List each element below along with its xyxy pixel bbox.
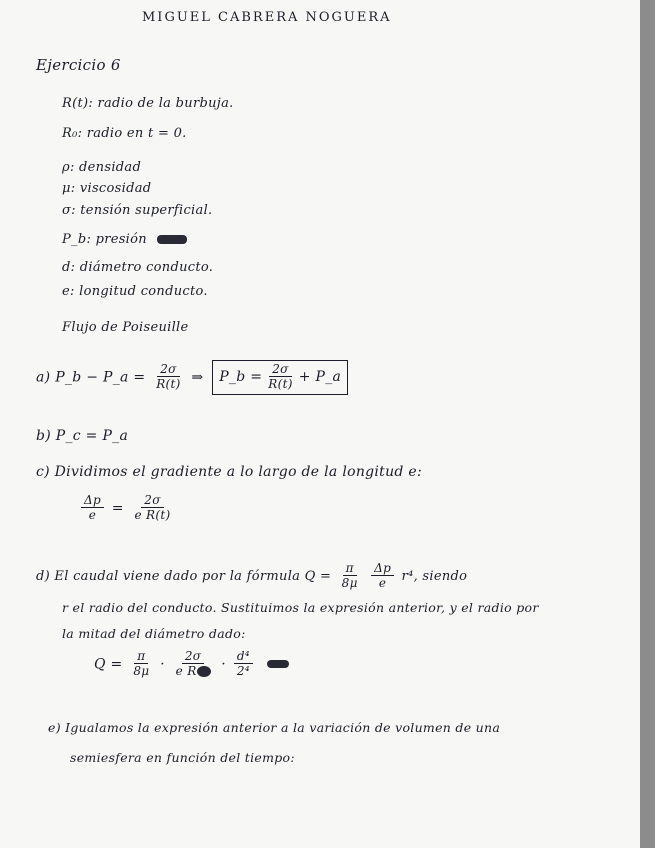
part-c-equation	[78, 494, 176, 523]
part-c-rhs-denominator: e R(t)	[134, 508, 171, 523]
part-a-numerator: 2σ	[157, 363, 179, 377]
part-a-label: a)	[36, 369, 51, 386]
definition-viscosity: μ: viscosidad	[62, 181, 152, 196]
part-b-equation: b) P_c = P_a	[36, 428, 129, 444]
part-e-line-1: e) Igualamos la expresión anterior a la variación de volumen de una	[48, 720, 501, 735]
part-d-line-1	[36, 562, 467, 591]
part-a-fraction	[153, 363, 183, 392]
definition-pressure-text: P_b: presión	[62, 232, 147, 247]
boxed-fraction	[265, 363, 295, 392]
scan-edge	[640, 0, 655, 848]
part-c-equals: =	[111, 500, 124, 517]
multiply-dot-1: ·	[160, 656, 165, 673]
author-name: MIGUEL CABRERA NOGUERA	[142, 10, 392, 25]
part-d-line-1-start: d) El caudal viene dado por la fórmula Q =	[36, 568, 332, 584]
part-d-result-sigma-denominator	[173, 664, 214, 678]
part-d-result-diameter-fraction	[234, 650, 253, 679]
boxed-result	[212, 360, 348, 395]
part-d-result-diameter-denominator: 2⁴	[236, 664, 250, 679]
crossed-out-word	[157, 235, 187, 244]
part-d-result-pi-denominator: 8μ	[133, 664, 150, 679]
part-d-gradient-denominator: e	[378, 576, 387, 591]
boxed-lhs: P_b =	[219, 369, 263, 386]
part-d-result-sigma-fraction	[173, 650, 214, 679]
implies-arrow: ⇒	[191, 369, 204, 386]
part-d-pi-numerator: π	[343, 562, 357, 576]
definition-initial-radius: R₀: radio en t = 0.	[62, 126, 187, 141]
definition-surface-tension: σ: tensión superficial.	[62, 203, 213, 218]
part-a-lhs: P_b − P_a =	[55, 369, 146, 386]
part-c-rhs-numerator: 2σ	[141, 494, 163, 508]
part-d-pi-fraction	[339, 562, 361, 591]
part-c-rhs-fraction	[132, 494, 174, 523]
definition-radius: R(t): radio de la burbuja.	[62, 96, 234, 111]
ink-blot	[197, 666, 211, 677]
part-d-result-sigma-denominator-text: e R	[175, 664, 197, 679]
exercise-title: Ejercicio 6	[36, 56, 121, 74]
definition-diameter: d: diámetro conducto.	[62, 260, 214, 275]
part-c-text: c) Dividimos el gradiente a lo largo de la longitud e:	[36, 464, 423, 480]
part-c-lhs-fraction	[81, 494, 104, 523]
boxed-denominator: R(t)	[268, 377, 293, 392]
part-d-result-diameter-numerator: d⁴	[234, 650, 253, 664]
part-d-line-3: la mitad del diámetro dado:	[62, 626, 246, 641]
flow-type: Flujo de Poiseuille	[62, 320, 189, 335]
definition-length: e: longitud conducto.	[62, 284, 208, 299]
crossed-out-term	[267, 660, 289, 668]
part-d-pi-denominator: 8μ	[341, 576, 358, 591]
part-a-denominator: R(t)	[156, 377, 181, 392]
part-d-result-pi-fraction	[130, 650, 152, 679]
boxed-numerator: 2σ	[269, 363, 291, 377]
part-d-gradient-fraction	[371, 562, 394, 591]
part-c-lhs-numerator: Δp	[81, 494, 104, 508]
part-d-q: Q =	[94, 656, 123, 673]
multiply-dot-2: ·	[221, 656, 227, 673]
part-d-result	[94, 650, 289, 679]
part-d-line-1-end: r⁴, siendo	[401, 568, 468, 584]
definition-density: ρ: densidad	[62, 160, 142, 175]
part-d-result-pi-numerator: π	[134, 650, 148, 664]
definition-pressure	[62, 232, 187, 247]
part-a-equation	[36, 360, 348, 395]
part-d-line-2: r el radio del conducto. Sustituimos la expresión anterior, y el radio por	[62, 600, 539, 615]
boxed-tail: + P_a	[298, 369, 342, 386]
part-d-gradient-numerator: Δp	[371, 562, 394, 576]
part-e-line-2: semiesfera en función del tiempo:	[70, 750, 295, 765]
part-d-result-sigma-numerator: 2σ	[182, 650, 204, 664]
part-c-lhs-denominator: e	[88, 508, 97, 523]
